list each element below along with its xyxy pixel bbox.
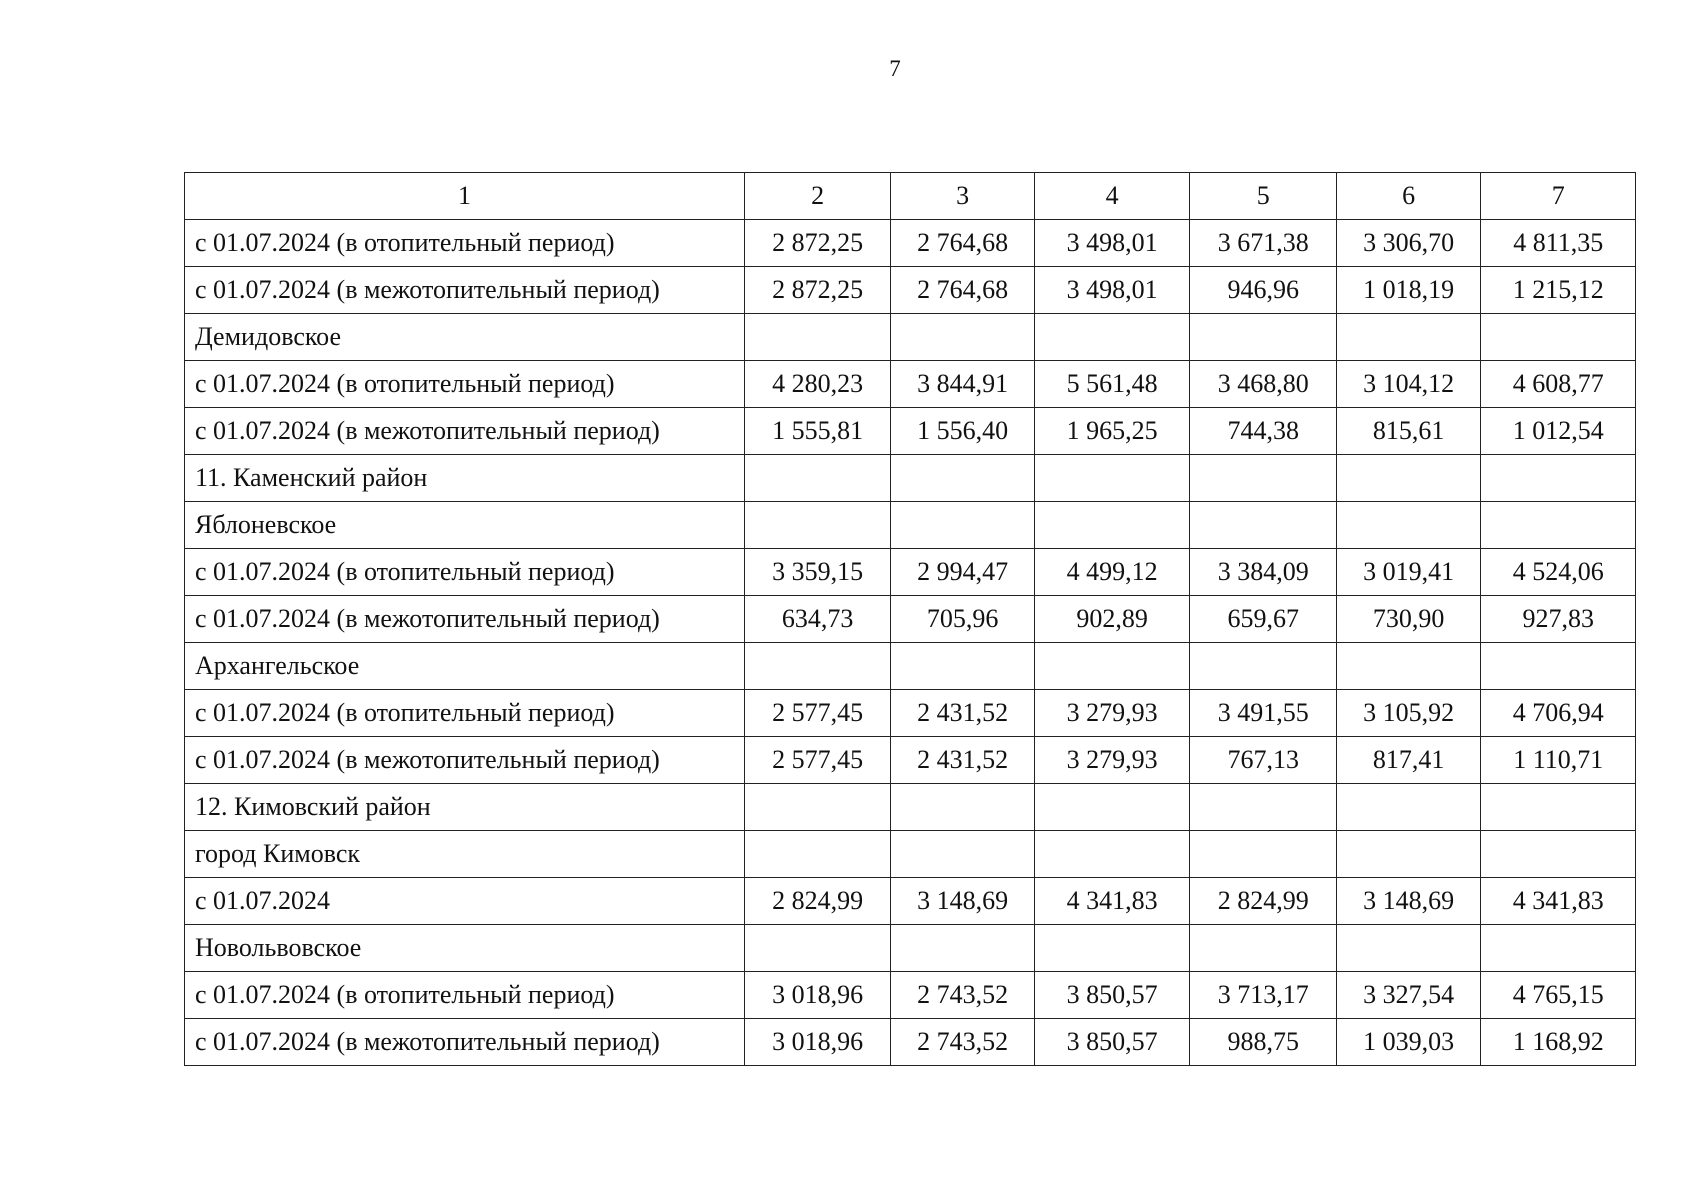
table-cell: [1336, 314, 1480, 361]
table-cell: [1481, 831, 1636, 878]
table-cell: 4 706,94: [1481, 690, 1636, 737]
table-cell: [891, 502, 1034, 549]
table-cell: 4 499,12: [1034, 549, 1190, 596]
table-row: [185, 220, 1636, 267]
row-label: 12. Кимовский район: [185, 784, 745, 831]
table-cell: [891, 784, 1034, 831]
table-cell: 2 872,25: [744, 267, 891, 314]
table-cell: [1190, 455, 1337, 502]
table-row: [185, 455, 1636, 502]
table-cell: 3 148,69: [1336, 878, 1480, 925]
row-label: с 01.07.2024 (в межотопительный период): [185, 408, 745, 455]
table-cell: 3 384,09: [1190, 549, 1337, 596]
row-label: с 01.07.2024: [185, 878, 745, 925]
row-label: с 01.07.2024 (в отопительный период): [185, 220, 745, 267]
column-header: 5: [1190, 173, 1337, 220]
table-cell: 3 279,93: [1034, 737, 1190, 784]
table-cell: 2 431,52: [891, 737, 1034, 784]
table-cell: 1 039,03: [1336, 1019, 1480, 1066]
table-cell: 3 468,80: [1190, 361, 1337, 408]
table-cell: [744, 455, 891, 502]
table-cell: 902,89: [1034, 596, 1190, 643]
table-cell: [891, 314, 1034, 361]
table-cell: 3 713,17: [1190, 972, 1337, 1019]
tariff-table: [184, 172, 1636, 1066]
table-cell: [744, 314, 891, 361]
table-cell: 1 168,92: [1481, 1019, 1636, 1066]
row-label: с 01.07.2024 (в межотопительный период): [185, 267, 745, 314]
table-cell: 3 327,54: [1336, 972, 1480, 1019]
table-cell: [891, 925, 1034, 972]
table-cell: [1190, 643, 1337, 690]
table-cell: 3 850,57: [1034, 1019, 1190, 1066]
table-cell: [1034, 502, 1190, 549]
table-cell: [1034, 314, 1190, 361]
table-row: [185, 690, 1636, 737]
column-header: 6: [1336, 173, 1480, 220]
table-header-row: [185, 173, 1636, 220]
table-cell: [1034, 831, 1190, 878]
table-row: [185, 925, 1636, 972]
row-label: с 01.07.2024 (в межотопительный период): [185, 1019, 745, 1066]
row-label: Архангельское: [185, 643, 745, 690]
table-row: [185, 1019, 1636, 1066]
table-row: [185, 737, 1636, 784]
table-cell: 2 872,25: [744, 220, 891, 267]
table-row: [185, 314, 1636, 361]
table-cell: 3 498,01: [1034, 220, 1190, 267]
table-cell: 3 491,55: [1190, 690, 1337, 737]
table-cell: 3 105,92: [1336, 690, 1480, 737]
table-cell: 4 765,15: [1481, 972, 1636, 1019]
table-cell: 767,13: [1190, 737, 1337, 784]
table-cell: 1 965,25: [1034, 408, 1190, 455]
table-cell: [1336, 784, 1480, 831]
row-label: с 01.07.2024 (в отопительный период): [185, 972, 745, 1019]
table-row: [185, 972, 1636, 1019]
table-cell: 2 743,52: [891, 972, 1034, 1019]
row-label: Яблоневское: [185, 502, 745, 549]
table-cell: 946,96: [1190, 267, 1337, 314]
table-cell: 3 148,69: [891, 878, 1034, 925]
row-label: с 01.07.2024 (в межотопительный период): [185, 596, 745, 643]
table-cell: [1336, 502, 1480, 549]
table-cell: 3 359,15: [744, 549, 891, 596]
row-label: с 01.07.2024 (в отопительный период): [185, 690, 745, 737]
table-cell: 4 524,06: [1481, 549, 1636, 596]
table-cell: [744, 784, 891, 831]
table-cell: 4 608,77: [1481, 361, 1636, 408]
table-cell: 1 215,12: [1481, 267, 1636, 314]
table-cell: [1190, 831, 1337, 878]
page-number: 7: [889, 56, 901, 81]
table-cell: 927,83: [1481, 596, 1636, 643]
column-header: 7: [1481, 173, 1636, 220]
table-cell: [744, 925, 891, 972]
table-cell: 2 577,45: [744, 737, 891, 784]
table-cell: 3 279,93: [1034, 690, 1190, 737]
table-row: [185, 267, 1636, 314]
table-cell: 3 671,38: [1190, 220, 1337, 267]
table-cell: [744, 502, 891, 549]
table-row: [185, 643, 1636, 690]
table-row: [185, 502, 1636, 549]
table-cell: [1190, 502, 1337, 549]
table-cell: 817,41: [1336, 737, 1480, 784]
table-cell: 2 764,68: [891, 267, 1034, 314]
table-cell: 2 577,45: [744, 690, 891, 737]
table-cell: 4 280,23: [744, 361, 891, 408]
table-row: [185, 784, 1636, 831]
table-cell: 3 018,96: [744, 972, 891, 1019]
table-cell: 2 824,99: [744, 878, 891, 925]
table-cell: [1481, 784, 1636, 831]
table-cell: [1481, 455, 1636, 502]
table-cell: [1481, 643, 1636, 690]
table-cell: 1 556,40: [891, 408, 1034, 455]
table-cell: [1034, 455, 1190, 502]
table-cell: 988,75: [1190, 1019, 1337, 1066]
table-cell: 1 110,71: [1481, 737, 1636, 784]
table-cell: [891, 455, 1034, 502]
table-cell: [1190, 925, 1337, 972]
table-cell: 2 994,47: [891, 549, 1034, 596]
table-cell: 2 743,52: [891, 1019, 1034, 1066]
row-label: Демидовское: [185, 314, 745, 361]
table-cell: 659,67: [1190, 596, 1337, 643]
table-cell: 3 019,41: [1336, 549, 1480, 596]
column-header: 1: [185, 173, 745, 220]
row-label: город Кимовск: [185, 831, 745, 878]
row-label: Новольвовское: [185, 925, 745, 972]
table-cell: [1190, 784, 1337, 831]
table-row: [185, 831, 1636, 878]
table-cell: 2 764,68: [891, 220, 1034, 267]
table-cell: 4 341,83: [1034, 878, 1190, 925]
table-cell: 3 104,12: [1336, 361, 1480, 408]
table-row: [185, 596, 1636, 643]
table-cell: [891, 831, 1034, 878]
table-cell: [1336, 455, 1480, 502]
row-label: с 01.07.2024 (в отопительный период): [185, 361, 745, 408]
table-cell: [891, 643, 1034, 690]
table-cell: 2 824,99: [1190, 878, 1337, 925]
table-cell: 1 018,19: [1336, 267, 1480, 314]
table-cell: 1 555,81: [744, 408, 891, 455]
row-label: 11. Каменский район: [185, 455, 745, 502]
table-cell: 4 341,83: [1481, 878, 1636, 925]
table-cell: [1336, 643, 1480, 690]
table-cell: 3 850,57: [1034, 972, 1190, 1019]
table-cell: 815,61: [1336, 408, 1480, 455]
table-row: [185, 408, 1636, 455]
table-body: [185, 173, 1636, 1066]
table-cell: [744, 643, 891, 690]
table-cell: [1481, 925, 1636, 972]
table-cell: 3 844,91: [891, 361, 1034, 408]
table-cell: 705,96: [891, 596, 1034, 643]
table-cell: 730,90: [1336, 596, 1480, 643]
table-cell: [1034, 784, 1190, 831]
table-cell: 1 012,54: [1481, 408, 1636, 455]
table-cell: 5 561,48: [1034, 361, 1190, 408]
table-cell: 3 306,70: [1336, 220, 1480, 267]
table-cell: [1336, 925, 1480, 972]
table-cell: [1481, 502, 1636, 549]
table-cell: [1034, 925, 1190, 972]
table-cell: 634,73: [744, 596, 891, 643]
table-cell: 744,38: [1190, 408, 1337, 455]
row-label: с 01.07.2024 (в межотопительный период): [185, 737, 745, 784]
table-cell: [1034, 643, 1190, 690]
table-row: [185, 361, 1636, 408]
table-cell: [1336, 831, 1480, 878]
table-row: [185, 878, 1636, 925]
table-cell: [1481, 314, 1636, 361]
table-row: [185, 549, 1636, 596]
table-cell: [1190, 314, 1337, 361]
column-header: 3: [891, 173, 1034, 220]
table-cell: 3 018,96: [744, 1019, 891, 1066]
table-cell: 4 811,35: [1481, 220, 1636, 267]
table-cell: 2 431,52: [891, 690, 1034, 737]
row-label: с 01.07.2024 (в отопительный период): [185, 549, 745, 596]
column-header: 4: [1034, 173, 1190, 220]
column-header: 2: [744, 173, 891, 220]
table-cell: 3 498,01: [1034, 267, 1190, 314]
table-cell: [744, 831, 891, 878]
